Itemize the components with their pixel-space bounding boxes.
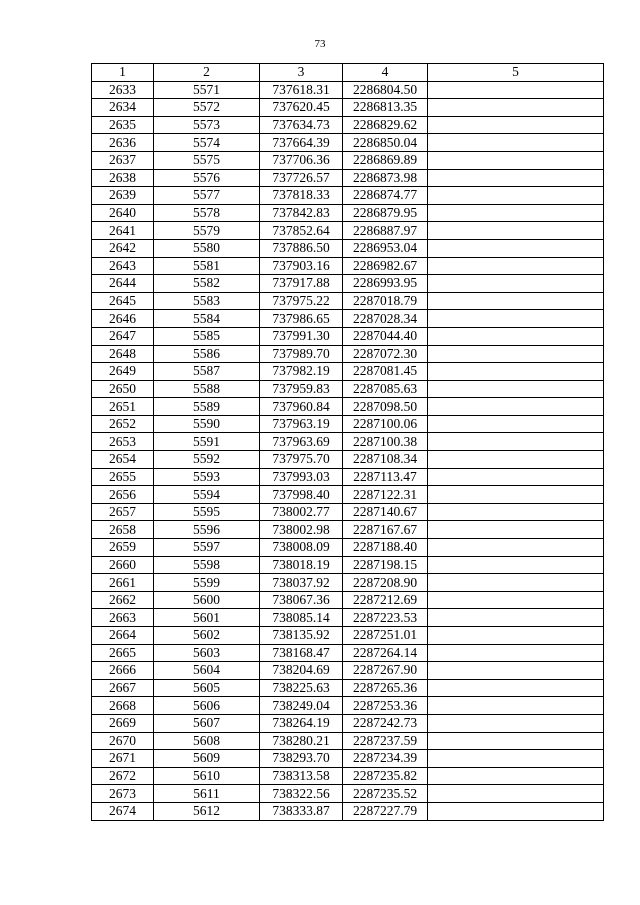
column-header-3: 3	[260, 64, 343, 82]
table-cell-col-3: 737706.36	[260, 151, 343, 169]
table-cell-col-3: 738168.47	[260, 644, 343, 662]
table-cell-col-3: 737975.70	[260, 451, 343, 469]
table-cell-col-2: 5577	[154, 187, 260, 205]
table-row	[92, 785, 604, 803]
table-cell-col-2: 5591	[154, 433, 260, 451]
table-cell-col-1: 2657	[92, 503, 154, 521]
table-cell-col-1: 2661	[92, 574, 154, 592]
table-row	[92, 151, 604, 169]
table-cell-col-5	[428, 785, 604, 803]
table-cell-col-4: 2287265.36	[343, 679, 428, 697]
table-cell-col-1: 2646	[92, 310, 154, 328]
table-cell-col-3: 738264.19	[260, 714, 343, 732]
table-cell-col-3: 737842.83	[260, 204, 343, 222]
table-cell-col-4: 2286873.98	[343, 169, 428, 187]
table-cell-col-5	[428, 662, 604, 680]
table-cell-col-2: 5581	[154, 257, 260, 275]
table-cell-col-1: 2662	[92, 591, 154, 609]
table-cell-col-1: 2636	[92, 134, 154, 152]
table-cell-col-2: 5580	[154, 239, 260, 257]
table-cell-col-5	[428, 486, 604, 504]
table-cell-col-1: 2671	[92, 750, 154, 768]
table-row	[92, 81, 604, 99]
table-cell-col-3: 738002.77	[260, 503, 343, 521]
table-cell-col-3: 737917.88	[260, 275, 343, 293]
table-cell-col-2: 5573	[154, 116, 260, 134]
table-cell-col-5	[428, 644, 604, 662]
table-cell-col-1: 2669	[92, 714, 154, 732]
table-cell-col-5	[428, 363, 604, 381]
table-cell-col-5	[428, 239, 604, 257]
table-cell-col-1: 2642	[92, 239, 154, 257]
table-cell-col-2: 5595	[154, 503, 260, 521]
table-cell-col-2: 5604	[154, 662, 260, 680]
table-row	[92, 292, 604, 310]
table-cell-col-1: 2640	[92, 204, 154, 222]
table-cell-col-2: 5571	[154, 81, 260, 99]
table-cell-col-4: 2287018.79	[343, 292, 428, 310]
column-header-5: 5	[428, 64, 604, 82]
table-row	[92, 714, 604, 732]
table-cell-col-3: 737960.84	[260, 398, 343, 416]
table-body	[92, 81, 604, 820]
table-cell-col-4: 2287237.59	[343, 732, 428, 750]
table-row	[92, 415, 604, 433]
table-cell-col-4: 2287212.69	[343, 591, 428, 609]
table-cell-col-1: 2635	[92, 116, 154, 134]
header-row	[92, 64, 604, 82]
table-cell-col-1: 2655	[92, 468, 154, 486]
table-cell-col-1: 2659	[92, 539, 154, 557]
table-cell-col-4: 2287098.50	[343, 398, 428, 416]
table-cell-col-2: 5587	[154, 363, 260, 381]
table-cell-col-5	[428, 222, 604, 240]
table-cell-col-1: 2664	[92, 627, 154, 645]
table-cell-col-3: 737726.57	[260, 169, 343, 187]
table-cell-col-2: 5589	[154, 398, 260, 416]
table-row	[92, 503, 604, 521]
table-cell-col-3: 738225.63	[260, 679, 343, 697]
table-cell-col-1: 2647	[92, 327, 154, 345]
table-cell-col-5	[428, 574, 604, 592]
table-cell-col-2: 5594	[154, 486, 260, 504]
table-cell-col-3: 738204.69	[260, 662, 343, 680]
table-cell-col-1: 2649	[92, 363, 154, 381]
table-cell-col-4: 2286829.62	[343, 116, 428, 134]
table-row	[92, 345, 604, 363]
table-cell-col-5	[428, 204, 604, 222]
table-cell-col-4: 2287227.79	[343, 802, 428, 820]
table-cell-col-1: 2670	[92, 732, 154, 750]
table-cell-col-1: 2637	[92, 151, 154, 169]
table-cell-col-4: 2287234.39	[343, 750, 428, 768]
table-cell-col-5	[428, 380, 604, 398]
table-cell-col-4: 2286813.35	[343, 99, 428, 117]
table-cell-col-3: 738008.09	[260, 539, 343, 557]
table-row	[92, 99, 604, 117]
table-row	[92, 802, 604, 820]
table-cell-col-5	[428, 116, 604, 134]
table-cell-col-5	[428, 750, 604, 768]
table-cell-col-3: 738067.36	[260, 591, 343, 609]
table-cell-col-4: 2287188.40	[343, 539, 428, 557]
table-cell-col-4: 2286804.50	[343, 81, 428, 99]
table-cell-col-1: 2674	[92, 802, 154, 820]
table-cell-col-2: 5607	[154, 714, 260, 732]
table-cell-col-4: 2287081.45	[343, 363, 428, 381]
table-cell-col-4: 2286869.89	[343, 151, 428, 169]
table-cell-col-5	[428, 802, 604, 820]
table-cell-col-4: 2287242.73	[343, 714, 428, 732]
table-cell-col-1: 2644	[92, 275, 154, 293]
table-row	[92, 187, 604, 205]
table-cell-col-3: 738313.58	[260, 767, 343, 785]
table-row	[92, 239, 604, 257]
table-cell-col-1: 2652	[92, 415, 154, 433]
table-cell-col-1: 2658	[92, 521, 154, 539]
table-row	[92, 539, 604, 557]
table-cell-col-2: 5572	[154, 99, 260, 117]
table-cell-col-4: 2287253.36	[343, 697, 428, 715]
table-cell-col-2: 5585	[154, 327, 260, 345]
table-row	[92, 574, 604, 592]
table-cell-col-5	[428, 556, 604, 574]
table-cell-col-4: 2286982.67	[343, 257, 428, 275]
table-cell-col-5	[428, 275, 604, 293]
table-cell-col-2: 5598	[154, 556, 260, 574]
table-cell-col-2: 5606	[154, 697, 260, 715]
table-cell-col-1: 2643	[92, 257, 154, 275]
table-row	[92, 697, 604, 715]
table-row	[92, 521, 604, 539]
table-cell-col-5	[428, 627, 604, 645]
coordinates-table	[91, 63, 604, 821]
table-cell-col-5	[428, 714, 604, 732]
table-cell-col-3: 737963.69	[260, 433, 343, 451]
table-cell-col-5	[428, 151, 604, 169]
table-cell-col-1: 2673	[92, 785, 154, 803]
table-cell-col-1: 2633	[92, 81, 154, 99]
table-cell-col-5	[428, 257, 604, 275]
table-cell-col-5	[428, 292, 604, 310]
table-row	[92, 380, 604, 398]
table-cell-col-2: 5576	[154, 169, 260, 187]
table-cell-col-5	[428, 732, 604, 750]
table-cell-col-3: 738037.92	[260, 574, 343, 592]
table-cell-col-3: 737986.65	[260, 310, 343, 328]
table-cell-col-3: 738018.19	[260, 556, 343, 574]
table-row	[92, 732, 604, 750]
table-cell-col-1: 2672	[92, 767, 154, 785]
table-row	[92, 644, 604, 662]
table-cell-col-5	[428, 697, 604, 715]
table-cell-col-1: 2651	[92, 398, 154, 416]
table-row	[92, 468, 604, 486]
table-cell-col-5	[428, 310, 604, 328]
table-cell-col-4: 2286879.95	[343, 204, 428, 222]
table-cell-col-5	[428, 503, 604, 521]
table-row	[92, 310, 604, 328]
table-cell-col-1: 2654	[92, 451, 154, 469]
table-cell-col-5	[428, 134, 604, 152]
table-row	[92, 750, 604, 768]
table-cell-col-1: 2667	[92, 679, 154, 697]
table-cell-col-1: 2653	[92, 433, 154, 451]
table-cell-col-4: 2287072.30	[343, 345, 428, 363]
table-cell-col-4: 2287044.40	[343, 327, 428, 345]
table-cell-col-1: 2660	[92, 556, 154, 574]
table-cell-col-4: 2287028.34	[343, 310, 428, 328]
table-cell-col-2: 5584	[154, 310, 260, 328]
table-row	[92, 486, 604, 504]
table-cell-col-4: 2287085.63	[343, 380, 428, 398]
table-row	[92, 257, 604, 275]
table-row	[92, 204, 604, 222]
table-cell-col-5	[428, 539, 604, 557]
table-cell-col-2: 5588	[154, 380, 260, 398]
table-cell-col-3: 737991.30	[260, 327, 343, 345]
table-cell-col-1: 2639	[92, 187, 154, 205]
table-row	[92, 433, 604, 451]
table-cell-col-3: 738249.04	[260, 697, 343, 715]
table-cell-col-2: 5579	[154, 222, 260, 240]
table-cell-col-4: 2287108.34	[343, 451, 428, 469]
table-row	[92, 363, 604, 381]
table-row	[92, 275, 604, 293]
table-cell-col-2: 5599	[154, 574, 260, 592]
table-cell-col-4: 2286850.04	[343, 134, 428, 152]
table-cell-col-1: 2634	[92, 99, 154, 117]
table-cell-col-2: 5612	[154, 802, 260, 820]
table-cell-col-2: 5610	[154, 767, 260, 785]
table-cell-col-3: 737664.39	[260, 134, 343, 152]
table-cell-col-4: 2286874.77	[343, 187, 428, 205]
table-cell-col-4: 2287264.14	[343, 644, 428, 662]
table-cell-col-2: 5596	[154, 521, 260, 539]
table-cell-col-2: 5578	[154, 204, 260, 222]
table-row	[92, 609, 604, 627]
table-cell-col-3: 738293.70	[260, 750, 343, 768]
table-cell-col-1: 2666	[92, 662, 154, 680]
table-cell-col-3: 737998.40	[260, 486, 343, 504]
table-cell-col-1: 2665	[92, 644, 154, 662]
table-cell-col-4: 2286953.04	[343, 239, 428, 257]
table-cell-col-5	[428, 398, 604, 416]
table-cell-col-3: 737818.33	[260, 187, 343, 205]
table-row	[92, 134, 604, 152]
table-cell-col-3: 737989.70	[260, 345, 343, 363]
table-cell-col-4: 2287100.38	[343, 433, 428, 451]
table-cell-col-5	[428, 327, 604, 345]
table-cell-col-2: 5582	[154, 275, 260, 293]
table-cell-col-4: 2287140.67	[343, 503, 428, 521]
table-cell-col-2: 5593	[154, 468, 260, 486]
table-cell-col-4: 2286887.97	[343, 222, 428, 240]
table-cell-col-4: 2287235.82	[343, 767, 428, 785]
table-cell-col-3: 737886.50	[260, 239, 343, 257]
table-cell-col-3: 737618.31	[260, 81, 343, 99]
table-cell-col-1: 2641	[92, 222, 154, 240]
table-cell-col-3: 737975.22	[260, 292, 343, 310]
table-cell-col-5	[428, 521, 604, 539]
table-cell-col-5	[428, 345, 604, 363]
table-cell-col-1: 2645	[92, 292, 154, 310]
column-header-1: 1	[92, 64, 154, 82]
table-cell-col-3: 738002.98	[260, 521, 343, 539]
table-cell-col-4: 2287198.15	[343, 556, 428, 574]
table-cell-col-3: 737903.16	[260, 257, 343, 275]
table-row	[92, 398, 604, 416]
table-cell-col-5	[428, 433, 604, 451]
table-cell-col-4: 2287167.67	[343, 521, 428, 539]
table-row	[92, 222, 604, 240]
table-cell-col-2: 5574	[154, 134, 260, 152]
table-cell-col-5	[428, 415, 604, 433]
table-row	[92, 116, 604, 134]
table-cell-col-4: 2286993.95	[343, 275, 428, 293]
table-cell-col-2: 5605	[154, 679, 260, 697]
table-cell-col-3: 737620.45	[260, 99, 343, 117]
table-row	[92, 591, 604, 609]
table-cell-col-1: 2656	[92, 486, 154, 504]
table-cell-col-5	[428, 591, 604, 609]
table-cell-col-2: 5601	[154, 609, 260, 627]
table-row	[92, 451, 604, 469]
table-cell-col-5	[428, 679, 604, 697]
table-cell-col-2: 5611	[154, 785, 260, 803]
table-cell-col-2: 5609	[154, 750, 260, 768]
table-cell-col-3: 738333.87	[260, 802, 343, 820]
table-cell-col-5	[428, 81, 604, 99]
table-row	[92, 327, 604, 345]
page-number: 73	[314, 38, 326, 50]
table-cell-col-4: 2287208.90	[343, 574, 428, 592]
table-cell-col-5	[428, 468, 604, 486]
table-cell-col-3: 737982.19	[260, 363, 343, 381]
table-row	[92, 767, 604, 785]
table-row	[92, 556, 604, 574]
table-cell-col-4: 2287100.06	[343, 415, 428, 433]
table-cell-col-1: 2650	[92, 380, 154, 398]
table-cell-col-5	[428, 187, 604, 205]
table-cell-col-3: 738322.56	[260, 785, 343, 803]
table-row	[92, 169, 604, 187]
table-cell-col-2: 5575	[154, 151, 260, 169]
table-cell-col-2: 5603	[154, 644, 260, 662]
table-cell-col-3: 737963.19	[260, 415, 343, 433]
table-cell-col-1: 2648	[92, 345, 154, 363]
table-cell-col-3: 737852.64	[260, 222, 343, 240]
table-row	[92, 627, 604, 645]
column-header-4: 4	[343, 64, 428, 82]
table-cell-col-5	[428, 451, 604, 469]
table-cell-col-3: 738280.21	[260, 732, 343, 750]
table-cell-col-2: 5590	[154, 415, 260, 433]
table-cell-col-3: 737634.73	[260, 116, 343, 134]
table-cell-col-3: 738085.14	[260, 609, 343, 627]
table-header	[92, 64, 604, 82]
table-cell-col-2: 5600	[154, 591, 260, 609]
table-cell-col-2: 5597	[154, 539, 260, 557]
table-cell-col-2: 5608	[154, 732, 260, 750]
table-cell-col-4: 2287267.90	[343, 662, 428, 680]
table-cell-col-4: 2287113.47	[343, 468, 428, 486]
table-cell-col-3: 737993.03	[260, 468, 343, 486]
table-cell-col-4: 2287223.53	[343, 609, 428, 627]
table-cell-col-4: 2287251.01	[343, 627, 428, 645]
table-cell-col-5	[428, 767, 604, 785]
table-cell-col-5	[428, 169, 604, 187]
table-cell-col-1: 2638	[92, 169, 154, 187]
table-cell-col-5	[428, 609, 604, 627]
table-row	[92, 679, 604, 697]
table-cell-col-4: 2287122.31	[343, 486, 428, 504]
column-header-2: 2	[154, 64, 260, 82]
table-cell-col-1: 2668	[92, 697, 154, 715]
table-cell-col-5	[428, 99, 604, 117]
table-cell-col-2: 5592	[154, 451, 260, 469]
table-cell-col-2: 5583	[154, 292, 260, 310]
table-cell-col-3: 738135.92	[260, 627, 343, 645]
table-cell-col-2: 5602	[154, 627, 260, 645]
table-cell-col-2: 5586	[154, 345, 260, 363]
table-cell-col-3: 737959.83	[260, 380, 343, 398]
table-row	[92, 662, 604, 680]
table-cell-col-4: 2287235.52	[343, 785, 428, 803]
table-cell-col-1: 2663	[92, 609, 154, 627]
